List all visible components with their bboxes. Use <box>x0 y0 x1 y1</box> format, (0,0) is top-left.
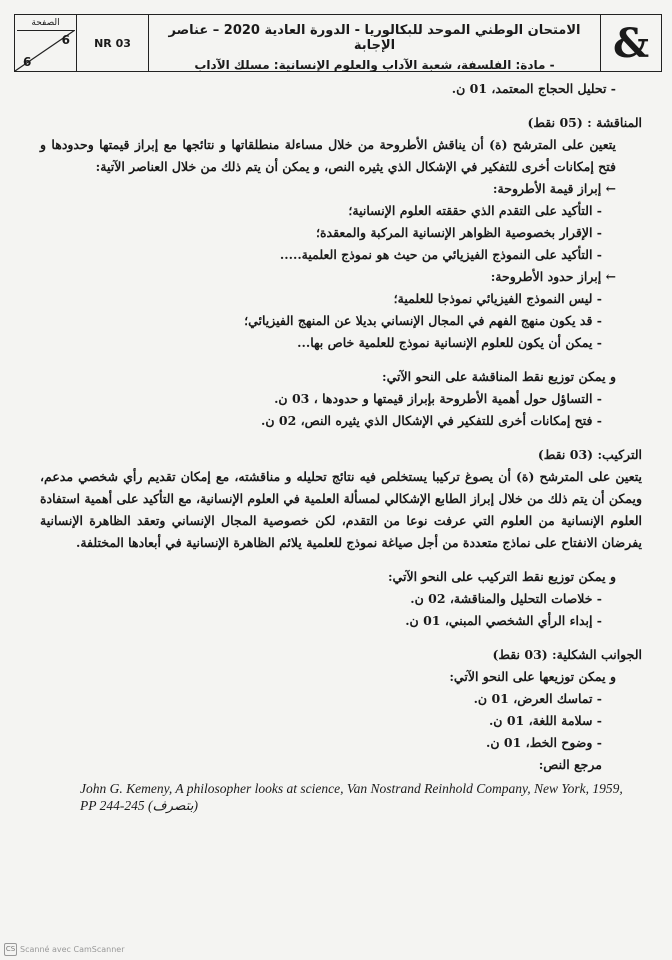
scanner-watermark <box>4 943 125 956</box>
page-number: 6 <box>61 33 70 47</box>
list-item: - سلامة اللغة، 01 ن. <box>488 713 602 728</box>
list-item: - قد يكون منهج الفهم في المجال الإنساني بديلا عن المنهج الفيزيائي؛ <box>244 313 602 328</box>
text-line: و يمكن توزيع نقط التركيب على النحو الآتي: <box>387 569 616 584</box>
header-title <box>149 15 601 71</box>
list-item: - التأكيد على النموذج الفيزيائي من حيث هو نموذج العلمية..... <box>279 247 602 262</box>
list-item: - خلاصات التحليل والمناقشة، 02 ن. <box>410 591 602 606</box>
ampersand-logo: & <box>612 19 650 67</box>
text-line: ← إبراز قيمة الأطروحة: <box>492 181 616 196</box>
reference-pages: PP 244-245 <box>80 798 145 813</box>
bibliographic-reference <box>80 780 640 814</box>
text-source-label: مرجع النص: <box>538 757 602 772</box>
list-item: - ليس النموذج الفيزيائي نموذجا للعلمية؛ <box>393 291 602 306</box>
title-line-2: - مادة: الفلسفة، شعبة الآداب والعلوم الإنسانية: مسلك الآداب <box>194 58 555 72</box>
section-heading-synthesis: التركيب: (03 نقط) <box>537 447 642 462</box>
page-total: 6 <box>23 55 32 69</box>
header-box <box>14 14 662 72</box>
reference-note: (بتصرف) <box>148 798 198 813</box>
reference-line-1: John G. Kemeny, A philosopher looks at science, Van Nostrand Reinhold Company, New York, 1959, <box>80 781 623 796</box>
text-line: ← إبراز حدود الأطروحة: <box>490 269 616 284</box>
list-item: - وضوح الخط، 01 ن. <box>486 735 602 750</box>
list-item: - يمكن أن يكون للعلوم الإنسانية نموذج للعلمية خاص بها... <box>297 335 602 350</box>
text-line: و يمكن توزيعها على النحو الآتي: <box>449 669 616 684</box>
list-item: - الإقرار بخصوصية الظواهر الإنسانية المركبة والمعقدة؛ <box>316 225 602 240</box>
discussion-paragraph: يتعين على المترشح (ة) أن يناقش الأطروحة من خلال مساءلة منطلقاتها و نتائجها مع إبراز قيمتها وحدودها و فتح إمكانات أخرى للتفكير في الإشكال الذي يثيره النص، و يمكن أن يتم ذلك من خلال العناصر الآتية: <box>40 137 616 174</box>
text-line: و يمكن توزيع نقط المناقشة على النحو الآتي: <box>381 369 616 384</box>
list-item: - تماسك العرض، 01 ن. <box>473 691 602 706</box>
list-item: - فتح إمكانات أخرى للتفكير في الإشكال الذي يثيره النص، 02 ن. <box>260 413 602 428</box>
list-item: - التأكيد على التقدم الذي حققته العلوم الإنسانية؛ <box>348 203 602 218</box>
section-heading-discussion: المناقشة : (05 نقط) <box>527 115 642 130</box>
watermark-text: Scanné avec CamScanner <box>20 945 125 954</box>
list-item: - التساؤل حول أهمية الأطروحة بإبراز قيمتها و حدودها ، 03 ن. <box>274 391 602 406</box>
exam-code: NR 03 <box>77 15 149 71</box>
synthesis-paragraph: يتعين على المترشح (ة) أن يصوغ تركيبا يستخلص فيه نتائج تحليله و مناقشته، مع إمكان تقديم رأي شخصي مدعم، ويمكن أن يتم ذلك من خلال إبراز الطابع الإشكالي لمسألة العلمية في العلوم الإنسانية، مع التأكيد على أهمية استفادة العلوم الإنسانية من العلوم التي عرفت نوعا من التقدم، لكن خصوصية المجال الإنساني وتعقد الظاهرة الإنسانية يفرضان الانفتاح على نماذج متعددة من أجل صياغة نموذج للعلمية يلائم الظاهرة الإنسانية في أبعادها المختلفة. <box>40 469 642 550</box>
page-number-box <box>15 15 77 71</box>
list-item: - إبداء الرأي الشخصي المبني، 01 ن. <box>405 613 602 628</box>
title-line-1: الامتحان الوطني الموحد للبكالوريا - الدورة العادية 2020 – عناصر الإجابة <box>168 23 581 53</box>
text-line: - تحليل الحجاج المعتمد، 01 ن. <box>451 81 616 96</box>
page-label: الصفحة <box>17 17 74 31</box>
answer-key-body <box>40 78 642 776</box>
camscanner-icon: CS <box>4 943 17 956</box>
section-heading-form: الجوانب الشكلية: (03 نقط) <box>492 647 642 662</box>
